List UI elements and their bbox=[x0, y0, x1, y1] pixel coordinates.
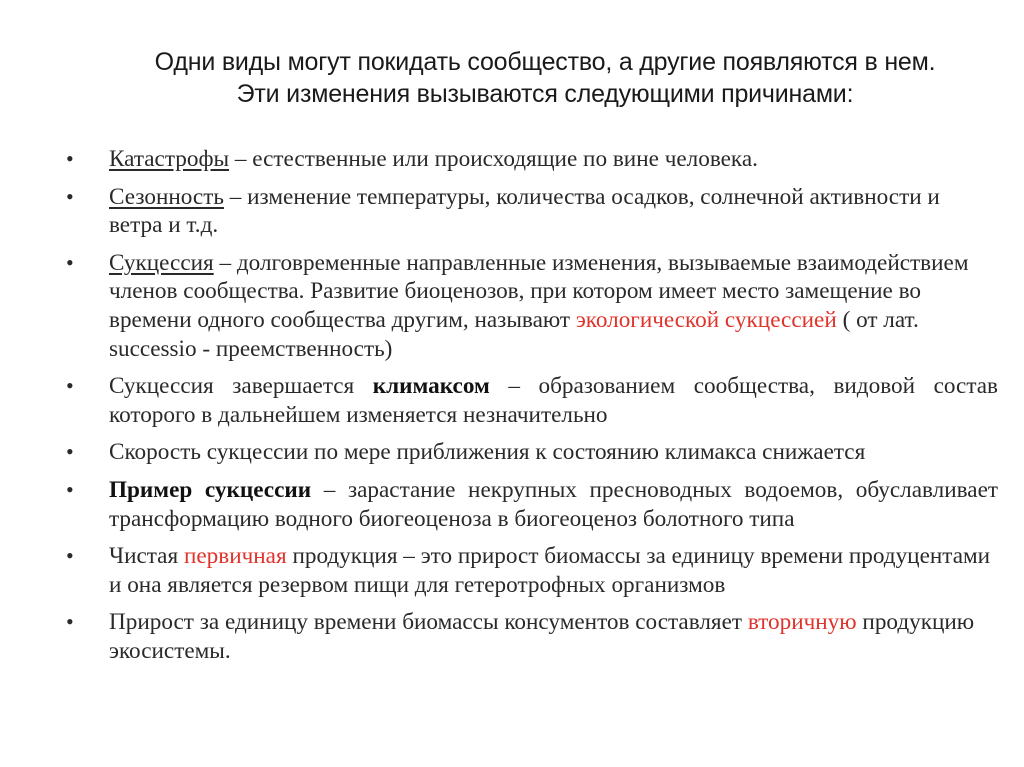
bold-climax: климаксом bbox=[372, 373, 490, 400]
item-pre: Чистая bbox=[109, 543, 184, 570]
bullet-icon: • bbox=[66, 609, 74, 635]
bullet-icon: • bbox=[66, 249, 74, 275]
item-pre: Прирост за единицу времени биомассы консументов составляет bbox=[109, 609, 748, 636]
item-text: продукция – это прирост биомассы за единицу времени продуцентами и она является резервом пищи для гетеротрофных организмов bbox=[109, 543, 991, 598]
item-text: – изменение температуры, количества осадков, солнечной активности и ветра и т.д. bbox=[109, 183, 940, 239]
slide-title bbox=[110, 46, 980, 110]
title-line-2: Эти изменения вызываются следующими причинами: bbox=[236, 80, 854, 108]
item-text: – естественные или происходящие по вине человека. bbox=[229, 146, 758, 172]
item-text: – долговременные направленные изменения, вызываемые взаимодействием членов сообщества. Развитие биоценозов, при котором имеет место замещение во времени одного сообщества другим, называют bbox=[109, 249, 969, 333]
highlight-primary: первичная bbox=[183, 543, 287, 570]
item-text: Скорость сукцессии по мере приближения к состоянию климакса снижается bbox=[109, 439, 866, 466]
list-item-seasonality bbox=[66, 183, 998, 240]
bullet-icon: • bbox=[66, 439, 74, 465]
list-item-catastrophes bbox=[66, 145, 998, 174]
list-item-secondary-production bbox=[66, 608, 998, 665]
list-item-speed bbox=[66, 438, 998, 467]
bullet-icon: • bbox=[66, 183, 74, 209]
term-succession: Сукцессия bbox=[109, 249, 214, 276]
bullet-icon: • bbox=[66, 146, 74, 171]
item-text: – зарастание некрупных пресноводных водоемов, обуславливает трансформацию водного биогеоценоза в биогеоценоз болотного типа bbox=[109, 476, 998, 532]
bullet-icon: • bbox=[66, 476, 74, 502]
bullet-icon: • bbox=[66, 373, 74, 399]
item-tail: ( от лат. successio - преемственность) bbox=[109, 306, 919, 362]
item-pre: Сукцессия завершается bbox=[109, 373, 373, 400]
bullet-icon: • bbox=[66, 543, 74, 569]
list-item-example bbox=[66, 476, 998, 533]
term-seasonality: Сезонность bbox=[109, 183, 224, 210]
title-line-1: Одни виды могут покидать сообщество, а другие появляются в нем. bbox=[154, 48, 936, 76]
highlight-secondary: вторичную bbox=[747, 609, 857, 636]
list-item-succession bbox=[66, 249, 998, 363]
item-text: продукцию экосистемы. bbox=[109, 609, 975, 664]
item-text: – образованием сообщества, видовой состав которого в дальнейшем изменяется незначительно bbox=[109, 373, 998, 428]
list-item-climax bbox=[66, 372, 998, 429]
term-catastrophes: Катастрофы bbox=[109, 146, 230, 172]
list-item-primary-production bbox=[66, 542, 998, 599]
bullet-list bbox=[66, 145, 998, 675]
highlight-ecological-succession: экологической сукцессией bbox=[575, 306, 837, 333]
bold-example: Пример сукцессии bbox=[109, 476, 312, 503]
